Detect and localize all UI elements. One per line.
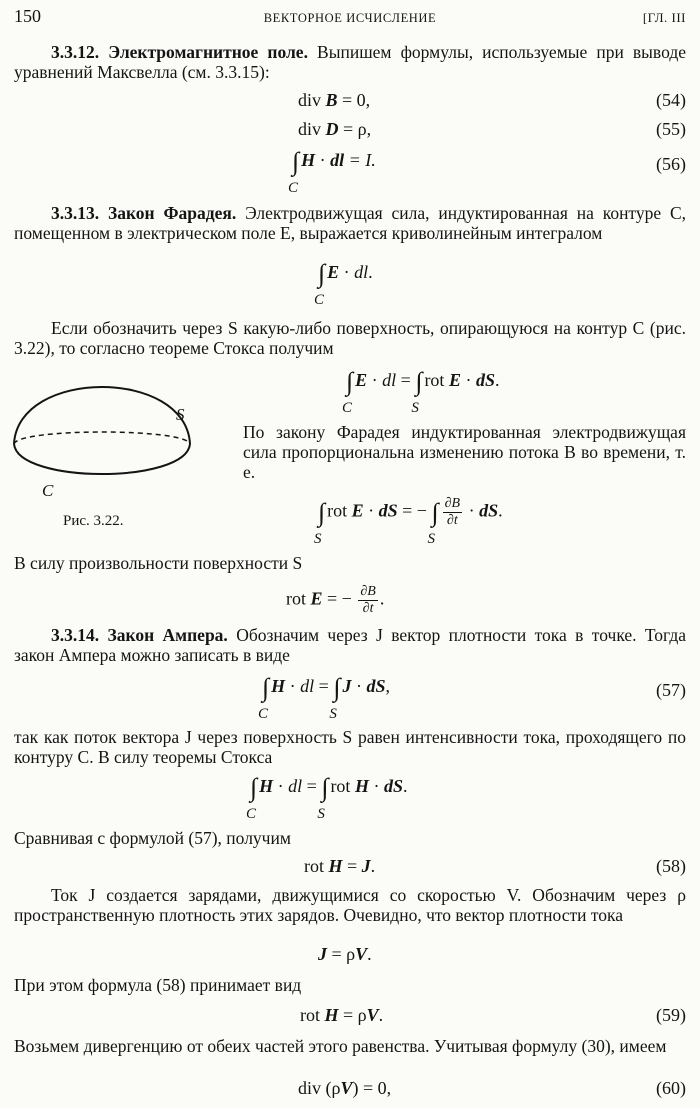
integral-sign: ∫ C (246, 773, 258, 822)
eq-op: = ρ (327, 944, 356, 964)
eq-var: B (325, 90, 338, 110)
equation-number: (59) (656, 1005, 686, 1025)
eq-text: = I. (344, 150, 376, 170)
eq-op: = − (322, 588, 357, 609)
eq-text: . (367, 944, 372, 964)
fraction-denominator: ∂t (446, 513, 458, 528)
eq-var: H (301, 150, 316, 170)
eq-text: rot (304, 856, 329, 876)
equation-stokes-h (0, 773, 700, 822)
integral-sign: ∫ C (314, 259, 326, 308)
eq-var: dS (383, 776, 403, 796)
eq-text: rot (300, 1005, 325, 1025)
integral-sign: ∫ S (314, 497, 326, 547)
eq-text: . (494, 370, 500, 390)
eq-var: E (448, 370, 461, 390)
eq-var: dS (366, 676, 386, 696)
paragraph-text: Возьмем дивергенцию от обеих частей этого равенства. Учитывая формулу (30), имеем (14, 1036, 667, 1056)
eq-var: J (342, 676, 352, 696)
section-heading: 3.3.14. Закон Ампера. (51, 625, 228, 645)
paragraph-text: Обозначим через J вектор плотности тока в точке. Тогда закон Ампера можно записать в виде (14, 625, 687, 665)
contour-front (14, 444, 190, 474)
eq-text: = 0, (337, 90, 371, 110)
integral-sign: ∫ S (317, 773, 329, 822)
eq-var: V (355, 944, 368, 964)
equation-57 (0, 673, 700, 722)
section-3-3-14-intro (14, 625, 686, 665)
eq-op: · (273, 776, 289, 796)
eq-text: ) = 0, (352, 1078, 392, 1098)
equation-number: (54) (656, 90, 686, 110)
paragraph-compare-57 (14, 828, 686, 848)
eq-var: H (328, 856, 343, 876)
equation-56 (0, 147, 700, 196)
eq-var: E (355, 370, 368, 390)
paragraph-text: так как поток вектора J через поверхность S равен интенсивности тока, проходящего по контуру C. В силу теоремы Стокса (14, 727, 686, 767)
fraction-numerator: ∂B (444, 496, 461, 511)
paragraph-text: Ток J создается зарядами, движущимися со скоростью V. Обозначим через ρ пространственную плотность этих зарядов. Очевидно, что вектор плотности тока (14, 885, 686, 925)
eq-op: · (351, 676, 367, 696)
paragraph-formula-58-takes (14, 975, 686, 995)
eq-text: . (402, 776, 408, 796)
figure-label-s: S (176, 405, 185, 424)
equation-58 (0, 856, 700, 886)
eq-op: = (314, 676, 334, 696)
integral-subscript: C (258, 706, 269, 722)
eq-var: H (354, 776, 369, 796)
integral-sign: ∫ S (329, 673, 341, 722)
eq-var: dl (382, 370, 397, 390)
paragraph-current-charges (14, 885, 686, 925)
integral-sign: ∫ C (342, 367, 354, 416)
fraction-denominator: ∂t (362, 601, 374, 616)
paragraph-text: В силу произвольности поверхности S (14, 553, 303, 573)
paragraph-faraday-law (243, 422, 686, 482)
fraction (358, 584, 377, 617)
paragraph-text: Выпишем формулы, используемые при выводе уравнений Максвелла (см. 3.3.15): (14, 42, 686, 82)
equation-number: (57) (656, 680, 686, 700)
paragraph-divergence (14, 1036, 686, 1056)
eq-var: dl (300, 676, 315, 696)
eq-var: J (361, 856, 371, 876)
eq-op: · (363, 500, 379, 521)
section-heading: 3.3.13. Закон Фарадея. (51, 203, 237, 223)
eq-text: . (379, 588, 385, 609)
integral-sign: ∫ S (411, 367, 423, 416)
equation-59 (0, 1005, 700, 1035)
section-heading: 3.3.12. Электромагнитное поле. (51, 42, 308, 62)
eq-text: . (368, 262, 373, 282)
section-3-3-12-intro (14, 42, 686, 82)
eq-var: dl (330, 150, 345, 170)
equation-emf-integral (0, 259, 700, 308)
paragraph-text: Если обозначить через S какую-либо поверхность, опирающуюся на контур C (рис. 3.22), то согласно теореме Стокса получим (14, 318, 686, 358)
eq-text: div (ρ (298, 1078, 341, 1098)
paragraph-arbitrary-surface (14, 553, 686, 573)
equation-j-rho-v (0, 944, 700, 974)
eq-op: · (464, 500, 480, 521)
eq-var: dS (378, 500, 398, 521)
eq-var: E (327, 262, 340, 282)
eq-text: rot (424, 370, 449, 390)
contour-back-dashed (14, 432, 190, 444)
eq-text: div (298, 90, 326, 110)
paragraph-text: Электродвижущая сила, индуктированная на контуре C, помещенном в электрическом поле E, выражается криволинейным интегралом (14, 203, 687, 243)
paragraph-text: Сравнивая с формулой (57), получим (14, 828, 291, 848)
paragraph-current-flux (14, 727, 686, 767)
integral-subscript: S (411, 400, 419, 416)
eq-text: . (370, 856, 376, 876)
eq-var: H (324, 1005, 339, 1025)
eq-var: dS (475, 370, 495, 390)
integral-subscript: S (314, 530, 322, 547)
eq-text: rot (327, 500, 352, 521)
integral-subscript: S (427, 530, 435, 547)
eq-text: = ρ, (338, 119, 372, 139)
integral-subscript: C (342, 400, 353, 416)
eq-var: dl (288, 776, 303, 796)
page-number: 150 (14, 6, 41, 26)
eq-text: rot (330, 776, 355, 796)
eq-op: · (460, 370, 476, 390)
eq-op: · (368, 776, 384, 796)
paragraph-stokes (14, 318, 686, 358)
eq-op: = ρ (338, 1005, 367, 1025)
eq-text: , (385, 676, 390, 696)
eq-var: E (310, 588, 323, 609)
integral-sign: ∫ C (288, 147, 300, 196)
equation-54 (0, 90, 700, 120)
eq-var: dS (479, 500, 499, 521)
equation-faraday-integral (0, 496, 700, 547)
hemisphere-figure (8, 380, 208, 500)
eq-var: H (271, 676, 286, 696)
equation-rot-e (0, 584, 700, 614)
integral-subscript: S (317, 806, 325, 822)
eq-var: V (366, 1005, 379, 1025)
eq-text: . (498, 500, 503, 521)
integral-sign: ∫ S (427, 497, 439, 547)
equation-number: (55) (656, 119, 686, 139)
paragraph-text: По закону Фарадея индуктированная электродвижущая сила пропорциональна изменению потока B во времени, т. е. (243, 422, 686, 482)
integral-subscript: C (288, 180, 299, 196)
eq-var: dl (354, 262, 369, 282)
fraction-numerator: ∂B (360, 584, 376, 599)
eq-op: = (396, 370, 416, 390)
paragraph-text: При этом формула (58) принимает вид (14, 975, 302, 995)
eq-op: · (339, 262, 355, 282)
running-title: ВЕКТОРНОЕ ИСЧИСЛЕНИЕ (263, 11, 437, 25)
equation-number: (56) (656, 154, 686, 174)
equation-number: (60) (656, 1078, 686, 1098)
eq-op: = (302, 776, 322, 796)
eq-op: = (342, 856, 362, 876)
section-3-3-13-intro (14, 203, 686, 243)
integral-subscript: C (314, 292, 325, 308)
equation-55 (0, 119, 700, 149)
eq-text: div (298, 119, 326, 139)
eq-op: · (367, 370, 383, 390)
figure-label-c: C (42, 481, 54, 500)
eq-op: · (315, 150, 331, 170)
equation-60 (0, 1078, 700, 1108)
fraction (443, 496, 462, 529)
eq-text: rot (286, 588, 311, 609)
integral-subscript: C (246, 806, 257, 822)
integral-sign: ∫ C (258, 673, 270, 722)
figure-caption: Рис. 3.22. (63, 513, 124, 529)
eq-op: = − (397, 500, 432, 521)
page-header (14, 6, 686, 26)
eq-var: E (351, 500, 364, 521)
eq-var: D (325, 119, 339, 139)
integral-subscript: S (329, 706, 337, 722)
chapter-label: [ГЛ. III (642, 10, 686, 25)
eq-var: V (340, 1078, 353, 1098)
equation-number: (58) (656, 856, 686, 876)
eq-text: . (378, 1005, 384, 1025)
eq-var: H (259, 776, 274, 796)
eq-op: · (285, 676, 301, 696)
eq-var: J (318, 944, 327, 964)
